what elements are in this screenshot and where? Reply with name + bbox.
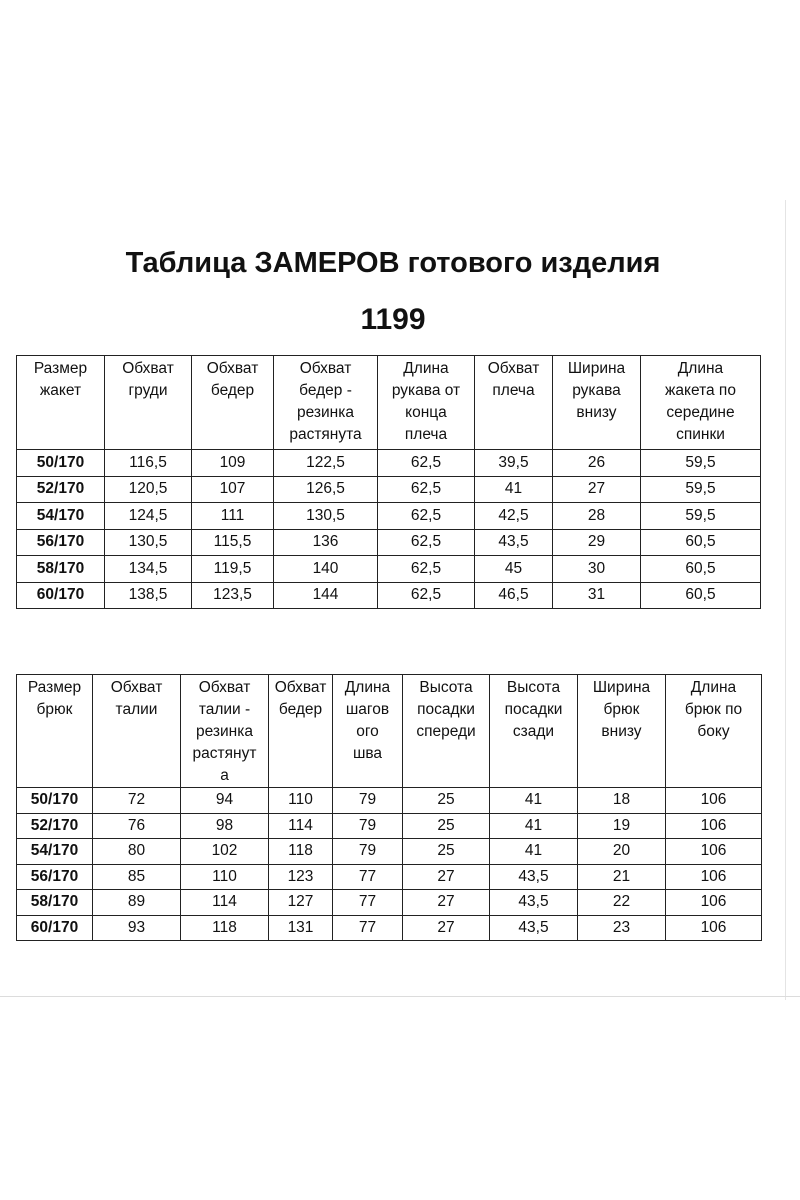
value-cell: 41 bbox=[490, 788, 578, 814]
column-header bbox=[641, 356, 761, 450]
column-header-line: Обхват bbox=[487, 360, 540, 377]
column-header-line: конца bbox=[405, 404, 447, 421]
table-row bbox=[17, 582, 761, 609]
column-header bbox=[274, 356, 378, 450]
value-cell: 106 bbox=[666, 864, 762, 890]
column-header-line: бедер bbox=[278, 701, 323, 718]
size-cell: 52/170 bbox=[17, 813, 93, 839]
table-row bbox=[17, 813, 762, 839]
column-header bbox=[105, 356, 192, 450]
size-cell: 60/170 bbox=[17, 915, 93, 941]
value-cell: 23 bbox=[578, 915, 666, 941]
value-cell: 31 bbox=[553, 582, 641, 609]
value-cell: 42,5 bbox=[475, 503, 553, 530]
table-row bbox=[17, 788, 762, 814]
column-header-line: Длина bbox=[403, 360, 449, 377]
column-header-line: резинка bbox=[297, 404, 354, 421]
value-cell: 130,5 bbox=[105, 529, 192, 556]
value-cell: 45 bbox=[475, 556, 553, 583]
value-cell: 122,5 bbox=[274, 450, 378, 477]
value-cell: 72 bbox=[93, 788, 181, 814]
value-cell: 134,5 bbox=[105, 556, 192, 583]
column-header-line: спереди bbox=[416, 723, 476, 740]
value-cell: 111 bbox=[192, 503, 274, 530]
size-cell: 58/170 bbox=[17, 556, 105, 583]
value-cell: 118 bbox=[181, 915, 269, 941]
column-header bbox=[553, 356, 641, 450]
value-cell: 62,5 bbox=[378, 503, 475, 530]
column-header bbox=[378, 356, 475, 450]
value-cell: 123,5 bbox=[192, 582, 274, 609]
table-row bbox=[17, 529, 761, 556]
value-cell: 21 bbox=[578, 864, 666, 890]
column-header-line: Размер bbox=[27, 679, 82, 696]
document-title: Таблица ЗАМЕРОВ готового изделия bbox=[125, 247, 661, 279]
value-cell: 126,5 bbox=[274, 476, 378, 503]
value-cell: 77 bbox=[333, 890, 403, 916]
value-cell: 106 bbox=[666, 813, 762, 839]
value-cell: 76 bbox=[93, 813, 181, 839]
column-header-line: Высота bbox=[506, 679, 561, 696]
value-cell: 62,5 bbox=[378, 582, 475, 609]
value-cell: 85 bbox=[93, 864, 181, 890]
column-header-line: Обхват bbox=[299, 360, 352, 377]
value-cell: 79 bbox=[333, 839, 403, 865]
column-header-line: а bbox=[220, 767, 229, 784]
column-header-line: жакета по bbox=[665, 382, 736, 399]
value-cell: 43,5 bbox=[490, 864, 578, 890]
column-header-line: жакет bbox=[39, 382, 82, 399]
value-cell: 27 bbox=[403, 915, 490, 941]
trousers-measurements-table bbox=[16, 674, 762, 941]
value-cell: 106 bbox=[666, 839, 762, 865]
column-header-line: Длина bbox=[344, 679, 391, 696]
value-cell: 140 bbox=[274, 556, 378, 583]
value-cell: 138,5 bbox=[105, 582, 192, 609]
size-cell: 56/170 bbox=[17, 529, 105, 556]
size-cell: 58/170 bbox=[17, 890, 93, 916]
value-cell: 109 bbox=[192, 450, 274, 477]
value-cell: 123 bbox=[269, 864, 333, 890]
table-row bbox=[17, 839, 762, 865]
value-cell: 118 bbox=[269, 839, 333, 865]
size-cell: 50/170 bbox=[17, 788, 93, 814]
size-cell: 54/170 bbox=[17, 839, 93, 865]
column-header-line: ого bbox=[356, 723, 379, 740]
table-row bbox=[17, 864, 762, 890]
size-cell: 50/170 bbox=[17, 450, 105, 477]
value-cell: 114 bbox=[269, 813, 333, 839]
value-cell: 46,5 bbox=[475, 582, 553, 609]
column-header-line: растянута bbox=[289, 426, 362, 443]
value-cell: 106 bbox=[666, 890, 762, 916]
column-header bbox=[17, 356, 105, 450]
value-cell: 115,5 bbox=[192, 529, 274, 556]
value-cell: 41 bbox=[475, 476, 553, 503]
column-header bbox=[192, 356, 274, 450]
column-header-line: Обхват bbox=[206, 360, 259, 377]
column-header-line: Обхват bbox=[110, 679, 163, 696]
value-cell: 25 bbox=[403, 839, 490, 865]
column-header-line: талии - bbox=[198, 701, 251, 718]
value-cell: 77 bbox=[333, 864, 403, 890]
value-cell: 59,5 bbox=[641, 503, 761, 530]
value-cell: 27 bbox=[403, 864, 490, 890]
column-header-line: Высота bbox=[419, 679, 473, 696]
value-cell: 19 bbox=[578, 813, 666, 839]
jacket-measurements-table bbox=[16, 355, 761, 609]
column-header-line: плеча bbox=[404, 426, 448, 443]
size-cell: 52/170 bbox=[17, 476, 105, 503]
value-cell: 25 bbox=[403, 788, 490, 814]
value-cell: 26 bbox=[553, 450, 641, 477]
value-cell: 62,5 bbox=[378, 556, 475, 583]
column-header bbox=[475, 356, 553, 450]
value-cell: 22 bbox=[578, 890, 666, 916]
size-cell: 54/170 bbox=[17, 503, 105, 530]
table-row bbox=[17, 890, 762, 916]
value-cell: 39,5 bbox=[475, 450, 553, 477]
column-header-line: сзади bbox=[512, 723, 555, 740]
value-cell: 144 bbox=[274, 582, 378, 609]
column-header bbox=[17, 675, 93, 788]
value-cell: 60,5 bbox=[641, 582, 761, 609]
table-row bbox=[17, 450, 761, 477]
column-header-line: бедер bbox=[210, 382, 255, 399]
column-header-line: растянут bbox=[192, 745, 257, 762]
column-header-line: брюк bbox=[603, 701, 640, 718]
column-header-line: бедер - bbox=[299, 382, 352, 399]
value-cell: 127 bbox=[269, 890, 333, 916]
value-cell: 80 bbox=[93, 839, 181, 865]
value-cell: 43,5 bbox=[490, 915, 578, 941]
value-cell: 62,5 bbox=[378, 476, 475, 503]
column-header-line: Размер bbox=[33, 360, 88, 377]
column-header-line: рукава от bbox=[391, 382, 461, 399]
value-cell: 79 bbox=[333, 813, 403, 839]
column-header bbox=[93, 675, 181, 788]
column-header-line: внизу bbox=[576, 404, 617, 421]
column-header bbox=[578, 675, 666, 788]
column-header-line: боку bbox=[697, 723, 730, 740]
table-row bbox=[17, 503, 761, 530]
value-cell: 89 bbox=[93, 890, 181, 916]
column-header-line: Длина bbox=[677, 360, 724, 377]
value-cell: 29 bbox=[553, 529, 641, 556]
value-cell: 79 bbox=[333, 788, 403, 814]
value-cell: 27 bbox=[403, 890, 490, 916]
value-cell: 62,5 bbox=[378, 450, 475, 477]
value-cell: 102 bbox=[181, 839, 269, 865]
value-cell: 30 bbox=[553, 556, 641, 583]
column-header-line: спинки bbox=[676, 426, 725, 443]
column-header bbox=[490, 675, 578, 788]
value-cell: 107 bbox=[192, 476, 274, 503]
column-header-line: шагов bbox=[345, 701, 390, 718]
value-cell: 59,5 bbox=[641, 476, 761, 503]
value-cell: 28 bbox=[553, 503, 641, 530]
column-header-line: посадки bbox=[504, 701, 563, 718]
value-cell: 119,5 bbox=[192, 556, 274, 583]
page-edge-bottom bbox=[0, 996, 800, 997]
column-header-line: Обхват bbox=[274, 679, 327, 696]
column-header-line: рукава bbox=[572, 382, 621, 399]
model-number: 1199 bbox=[360, 303, 426, 336]
column-header-line: плеча bbox=[492, 382, 535, 399]
column-header-line: брюк по bbox=[684, 701, 743, 718]
value-cell: 130,5 bbox=[274, 503, 378, 530]
column-header-line: груди bbox=[128, 382, 168, 399]
column-header bbox=[403, 675, 490, 788]
table-row bbox=[17, 476, 761, 503]
column-header-line: посадки bbox=[417, 701, 475, 718]
column-header-line: Ширина bbox=[567, 360, 626, 377]
column-header bbox=[181, 675, 269, 788]
column-header-line: шва bbox=[352, 745, 383, 762]
value-cell: 114 bbox=[181, 890, 269, 916]
header-row bbox=[17, 675, 762, 788]
table-row bbox=[17, 915, 762, 941]
value-cell: 25 bbox=[403, 813, 490, 839]
column-header bbox=[269, 675, 333, 788]
column-header-line: Длина bbox=[690, 679, 737, 696]
value-cell: 60,5 bbox=[641, 529, 761, 556]
size-cell: 60/170 bbox=[17, 582, 105, 609]
value-cell: 131 bbox=[269, 915, 333, 941]
value-cell: 60,5 bbox=[641, 556, 761, 583]
value-cell: 120,5 bbox=[105, 476, 192, 503]
column-header-line: Обхват bbox=[122, 360, 174, 377]
column-header-line: резинка bbox=[196, 723, 253, 740]
column-header-line: внизу bbox=[601, 723, 642, 740]
value-cell: 59,5 bbox=[641, 450, 761, 477]
value-cell: 43,5 bbox=[490, 890, 578, 916]
value-cell: 27 bbox=[553, 476, 641, 503]
value-cell: 18 bbox=[578, 788, 666, 814]
value-cell: 62,5 bbox=[378, 529, 475, 556]
value-cell: 41 bbox=[490, 839, 578, 865]
value-cell: 94 bbox=[181, 788, 269, 814]
table-row bbox=[17, 556, 761, 583]
value-cell: 98 bbox=[181, 813, 269, 839]
value-cell: 106 bbox=[666, 788, 762, 814]
value-cell: 77 bbox=[333, 915, 403, 941]
value-cell: 20 bbox=[578, 839, 666, 865]
header-row bbox=[17, 356, 761, 450]
value-cell: 110 bbox=[181, 864, 269, 890]
column-header bbox=[333, 675, 403, 788]
column-header-line: брюк bbox=[36, 701, 73, 718]
page-edge-right bbox=[785, 200, 800, 1000]
value-cell: 124,5 bbox=[105, 503, 192, 530]
value-cell: 110 bbox=[269, 788, 333, 814]
column-header-line: середине bbox=[666, 404, 735, 421]
value-cell: 43,5 bbox=[475, 529, 553, 556]
value-cell: 93 bbox=[93, 915, 181, 941]
value-cell: 106 bbox=[666, 915, 762, 941]
size-cell: 56/170 bbox=[17, 864, 93, 890]
value-cell: 41 bbox=[490, 813, 578, 839]
column-header-line: Ширина bbox=[592, 679, 651, 696]
column-header bbox=[666, 675, 762, 788]
value-cell: 116,5 bbox=[105, 450, 192, 477]
value-cell: 136 bbox=[274, 529, 378, 556]
column-header-line: Обхват bbox=[198, 679, 251, 696]
column-header-line: талии bbox=[115, 701, 158, 718]
